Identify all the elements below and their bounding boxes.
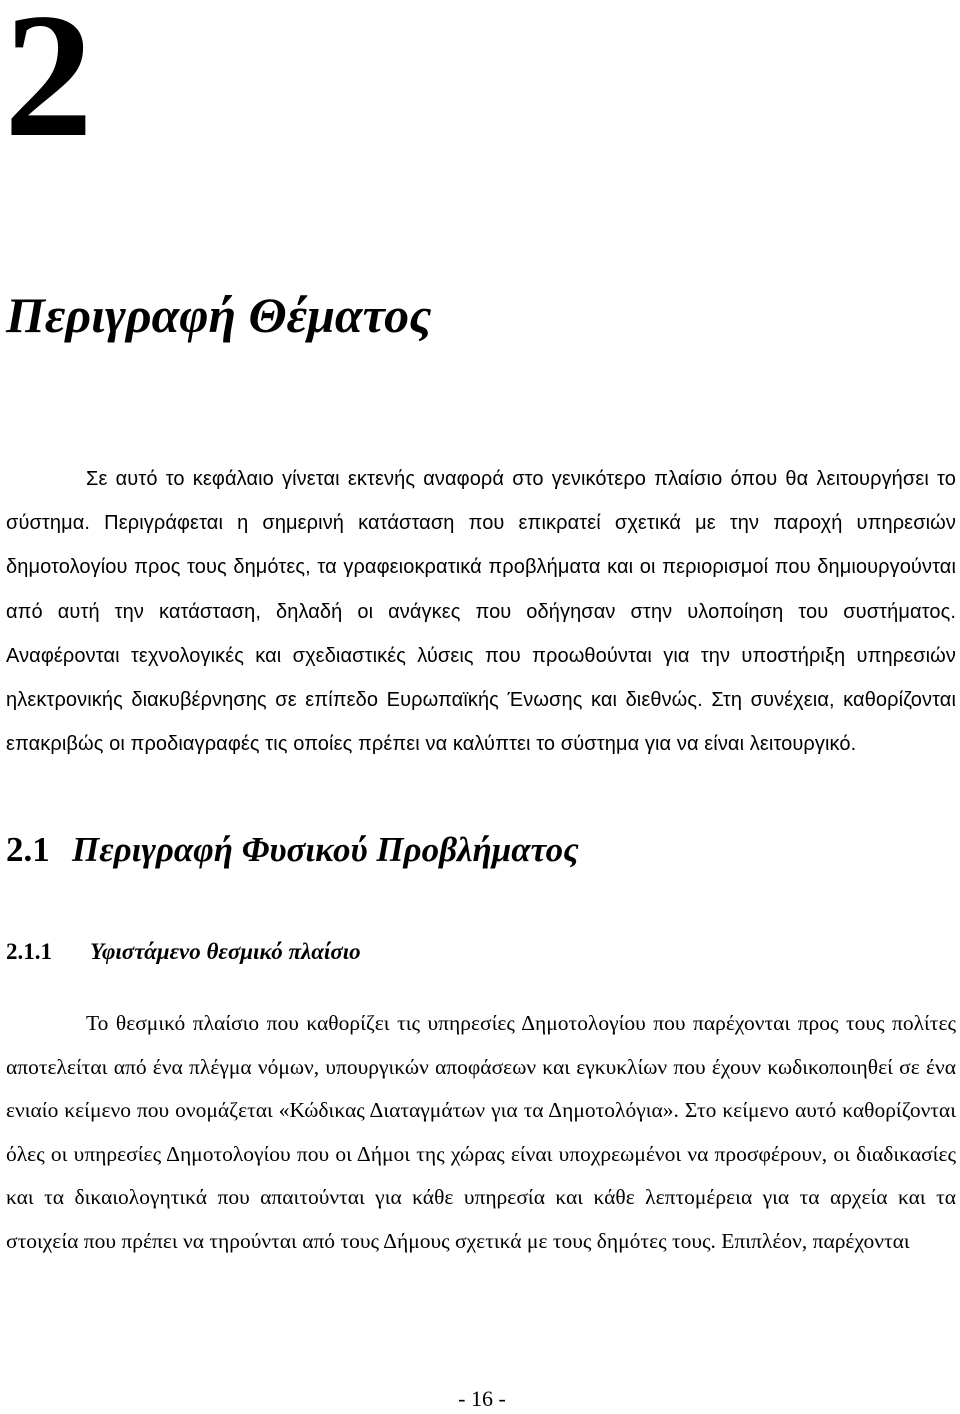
section-number: 2.1 <box>6 830 50 869</box>
section-title: Περιγραφή Φυσικού Προβλήματος <box>72 830 579 869</box>
body-paragraph: Το θεσμικό πλαίσιο που καθορίζει τις υπηρεσίες Δημοτολογίου που παρέχονται προς τους πολίτες αποτελείται από ένα πλέγμα νόμων, υπουργικών αποφάσεων και εγκυκλίων που έχουν κωδικοποιηθεί σε ένα ενιαίο κείμενο που ονομάζεται «Κώδικας Διαταγμάτων για τα Δημοτολόγια». Στο κείμενο αυτό καθορίζονται όλες οι υπηρεσίες Δημοτολογίου που οι Δήμοι της χώρας είναι υποχρεωμένοι να προσφέρουν, οι διαδικασίες και τα δικαιολογητικά που απαιτούνται για κάθε υπηρεσία και κάθε λεπτομέρεια για τα αρχεία και τα στοιχεία που πρέπει να τηρούνται από τους Δήμους σχετικά με τους δημότες τους. Επιπλέον, παρέχονται <box>6 1011 956 1253</box>
section-heading <box>6 832 579 867</box>
chapter-title: Περιγραφή Θέματος <box>6 287 432 343</box>
subsection-number: 2.1.1 <box>6 939 52 964</box>
intro-paragraph: Σε αυτό το κεφάλαιο γίνεται εκτενής αναφορά στο γενικότερο πλαίσιο όπου θα λειτουργήσει το σύστημα. Περιγράφεται η σημερινή κατάσταση που επικρατεί σχετικά με την παροχή υπηρεσιών δημοτολογίου προς τους δημότες, τα γραφειοκρατικά προβλήματα και οι περιορισμοί που δημιουργούνται από αυτή την κατάσταση, δηλαδή οι ανάγκες που οδήγησαν στην υλοποίηση του συστήματος. Αναφέρονται τεχνολογικές και σχεδιαστικές λύσεις που προωθούνται για την υποστήριξη υπηρεσιών ηλεκτρονικής διακυβέρνησης σε επίπεδο Ευρωπαϊκής Ένωσης και διεθνώς. Στη συνέχεια, καθορίζονται επακριβώς οι προδιαγραφές τις οποίες πρέπει να καλύπτει το σύστημα για να είναι λειτουργικό. <box>6 468 956 756</box>
page-number-text: - 16 - <box>458 1386 506 1411</box>
chapter-number: 2 <box>4 0 93 174</box>
subsection-title: Υφιστάμενο θεσμικό πλαίσιο <box>90 939 361 964</box>
page-number <box>0 1388 960 1410</box>
subsection-heading <box>6 940 361 963</box>
